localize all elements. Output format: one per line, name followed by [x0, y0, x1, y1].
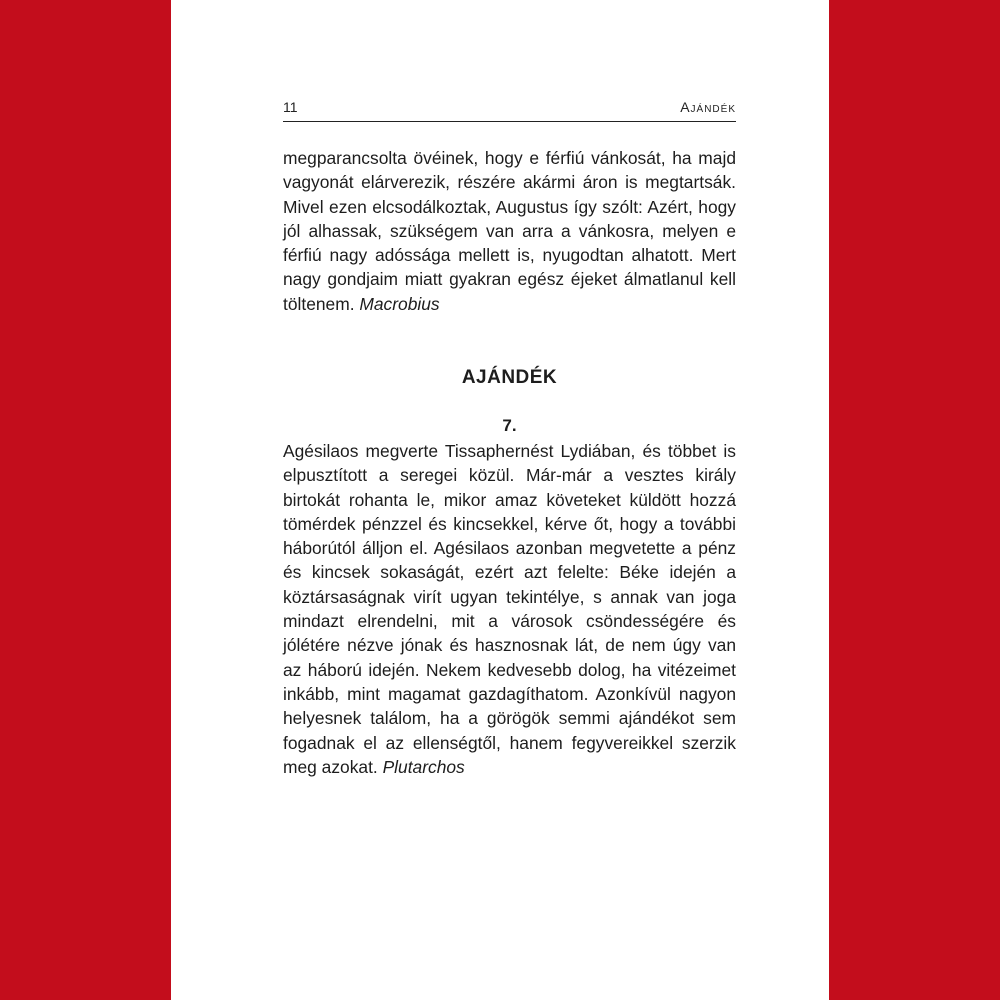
page-number: 11: [283, 99, 298, 115]
book-page: [171, 0, 829, 1000]
section-heading: AJÁNDÉK: [461, 367, 558, 388]
entry-passage-text: Agésilaos megverte Tissaphernést Lydiában, és többet is elpusztított a seregei közül. Már-már a vesztes király birtokát rohanta le, mikor amaz követeket küldött hozzá tömérdek pénzzel és kincsekkel, kérve őt, hogy a további háborútól álljon el. Agésilaos azonban megvetette a pénz és kincsek sokaságát, ezért azt felelte: Béke idején a köztársaságnak virít ugyan tekintélye, s annak van joga mindazt elrendelni, mit a városok csöndességére és jólétére nézve jónak és hasznosnak lát, de nem úgy van az háború idején. Nekem kedvesebb dolog, ha vitézeimet inkább, mint magamat gazdagíthatom. Azonkívül nagyon helyesnek találom, ha a görögök semmi ajándékot sem fogadnak el az ellenségtől, hanem fegyvereikkel szerzik meg azokat.: [283, 441, 736, 777]
continued-passage-text: megparancsolta övéinek, hogy e férfiú vánkosát, ha majd vagyonát elárverezik, részére akármi áron is megtartsák. Mivel ezen elcsodálkoztak, Augustus így szólt: Azért, hogy jól alhassak, szükségem van arra a vánkosra, melyen e férfiú nagy adóssága mellett is, nyugodtan alhatott. Mert nagy gondjaim miatt gyakran egész éjeket álmatlanul kell töltenem.: [283, 148, 736, 314]
running-header: [283, 99, 736, 122]
running-title: Ajándék: [680, 99, 736, 115]
entry-passage: [283, 439, 736, 779]
continued-passage: [283, 146, 736, 316]
continued-passage-source: Macrobius: [359, 293, 440, 314]
entry-number: 7.: [502, 416, 517, 435]
entry-passage-source: Plutarchos: [382, 756, 465, 777]
